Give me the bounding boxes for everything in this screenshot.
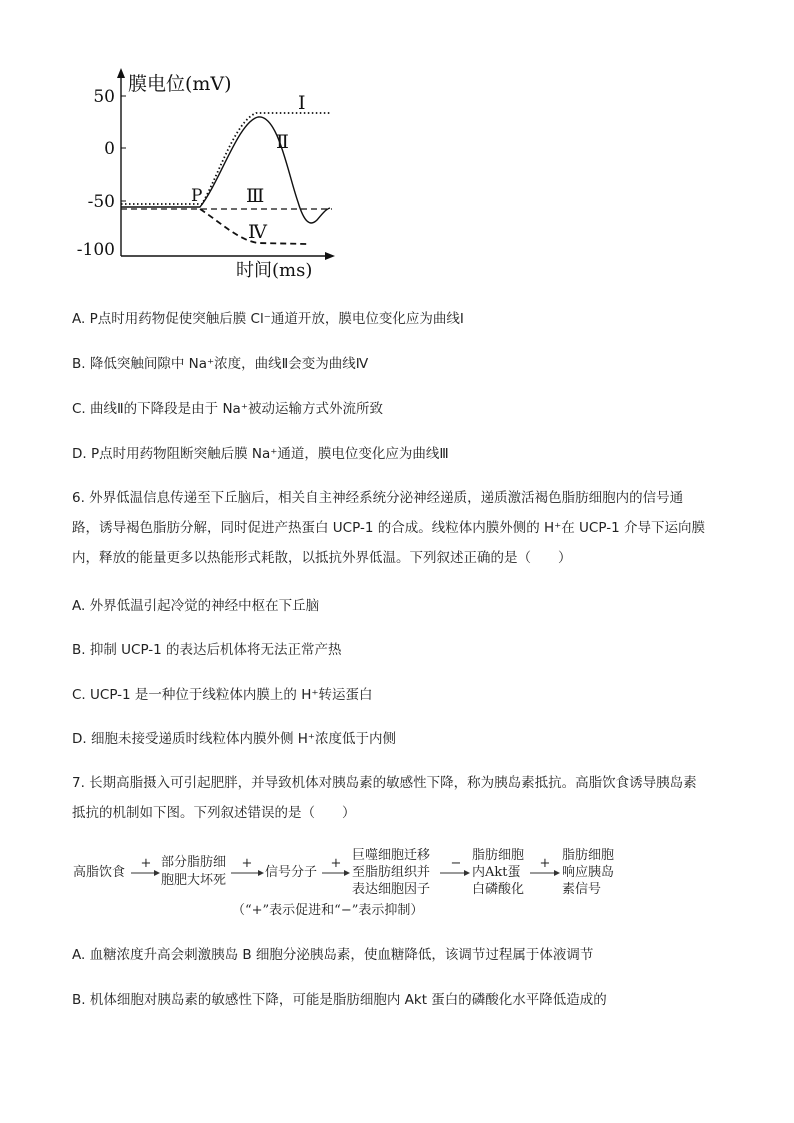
flow-node-akt-phosphorylation: 白磷酸化 <box>472 882 525 897</box>
flow-node-signal-molecule: 信号分子 <box>265 865 318 880</box>
q5-option-a: A. P点时用药物促使突触后膜 Cl⁻通道开放，膜电位变化应为曲线Ⅰ <box>72 311 464 327</box>
flow-arrowhead <box>344 870 350 876</box>
curve-label-i: Ⅰ <box>298 92 306 114</box>
flow-sign: + <box>241 856 253 871</box>
flow-sign: − <box>450 856 462 871</box>
y-axis-arrow <box>117 68 125 78</box>
curve-i <box>121 113 330 204</box>
y-tick-label: 0 <box>104 139 115 159</box>
q6-option-a: A. 外界低温引起冷觉的神经中枢在下丘脑 <box>72 598 320 614</box>
x-axis-arrow <box>325 252 335 260</box>
flow-arrowhead <box>554 870 560 876</box>
flow-arrowhead <box>154 870 160 876</box>
point-p-label: P <box>191 186 203 206</box>
q7-option-b: B. 机体细胞对胰岛素的敏感性下降，可能是脂肪细胞内 Akt 蛋白的磷酸化水平降低造成的 <box>72 992 607 1008</box>
curve-label-ii: Ⅱ <box>276 131 289 153</box>
q7-stem <box>72 768 732 828</box>
flow-sign: + <box>539 856 551 871</box>
y-axis-label: 膜电位(mV) <box>128 73 232 95</box>
mechanism-flow-diagram <box>0 842 794 922</box>
flow-arrowhead <box>258 870 264 876</box>
curve-label-iv: Ⅳ <box>248 221 267 243</box>
q6-option-c: C. UCP-1 是一种位于线粒体内膜上的 H⁺转运蛋白 <box>72 687 373 703</box>
flow-sign: + <box>330 856 342 871</box>
flow-node-insulin-response: 脂肪细胞 <box>562 848 615 863</box>
q5-option-c: C. 曲线Ⅱ的下降段是由于 Na⁺被动运输方式外流所致 <box>72 401 383 417</box>
flow-node-macrophage: 表达细胞因子 <box>352 882 431 897</box>
y-tick-label: 50 <box>93 87 115 107</box>
flow-node-akt-phosphorylation: 内Akt蛋 <box>472 865 521 880</box>
flow-node-high-fat-diet: 高脂饮食 <box>73 865 126 880</box>
flow-node-macrophage: 巨噬细胞迁移 <box>352 848 431 863</box>
flow-sign: + <box>140 856 152 871</box>
flow-node-macrophage: 至脂肪组织并 <box>352 865 431 880</box>
y-tick-label: -50 <box>87 192 115 212</box>
flow-node-akt-phosphorylation: 脂肪细胞 <box>472 848 525 863</box>
q6-stem-line: 6. 外界低温信息传递至下丘脑后，相关自主神经系统分泌神经递质，递质激活褐色脂肪细胞内的信号通 <box>72 490 684 506</box>
flow-node-insulin-response: 响应胰岛 <box>562 865 615 880</box>
flow-node-adipocyte-necrosis: 胞肥大坏死 <box>161 873 227 888</box>
x-axis-label: 时间(ms) <box>236 260 313 281</box>
q5-option-d: D. P点时用药物阻断突触后膜 Na⁺通道，膜电位变化应为曲线Ⅲ <box>72 446 449 462</box>
flow-legend-note: （“+”表示促进和“−”表示抑制） <box>232 903 424 918</box>
q7-option-a: A. 血糖浓度升高会刺激胰岛 B 细胞分泌胰岛素，使血糖降低，该调节过程属于体液调节 <box>72 947 594 963</box>
q6-stem-line: 路，诱导褐色脂肪分解，同时促进产热蛋白 UCP-1 的合成。线粒体内膜外侧的 H⁺在 UCP-1 介导下运向膜 <box>72 520 705 536</box>
curve-label-iii: Ⅲ <box>246 185 265 207</box>
y-tick-label: -100 <box>76 240 115 260</box>
membrane-potential-graph <box>60 62 360 287</box>
q6-option-b: B. 抑制 UCP-1 的表达后机体将无法正常产热 <box>72 642 342 658</box>
q7-stem-line: 抵抗的机制如下图。下列叙述错误的是（ ） <box>72 805 356 821</box>
q7-stem-line: 7. 长期高脂摄入可引起肥胖，并导致机体对胰岛素的敏感性下降，称为胰岛素抵抗。高脂饮食诱导胰岛素 <box>72 775 697 791</box>
q6-stem-line: 内，释放的能量更多以热能形式耗散，以抵抗外界低温。下列叙述正确的是（ ） <box>72 550 572 566</box>
q6-option-d: D. 细胞未接受递质时线粒体内膜外侧 H⁺浓度低于内侧 <box>72 731 397 747</box>
flow-arrowhead <box>464 870 470 876</box>
curve-ii <box>121 117 330 223</box>
q6-stem <box>72 483 732 573</box>
flow-node-adipocyte-necrosis: 部分脂肪细 <box>161 855 227 870</box>
flow-node-insulin-response: 素信号 <box>562 882 602 897</box>
q5-option-b: B. 降低突触间隙中 Na⁺浓度，曲线Ⅱ会变为曲线Ⅳ <box>72 356 369 372</box>
